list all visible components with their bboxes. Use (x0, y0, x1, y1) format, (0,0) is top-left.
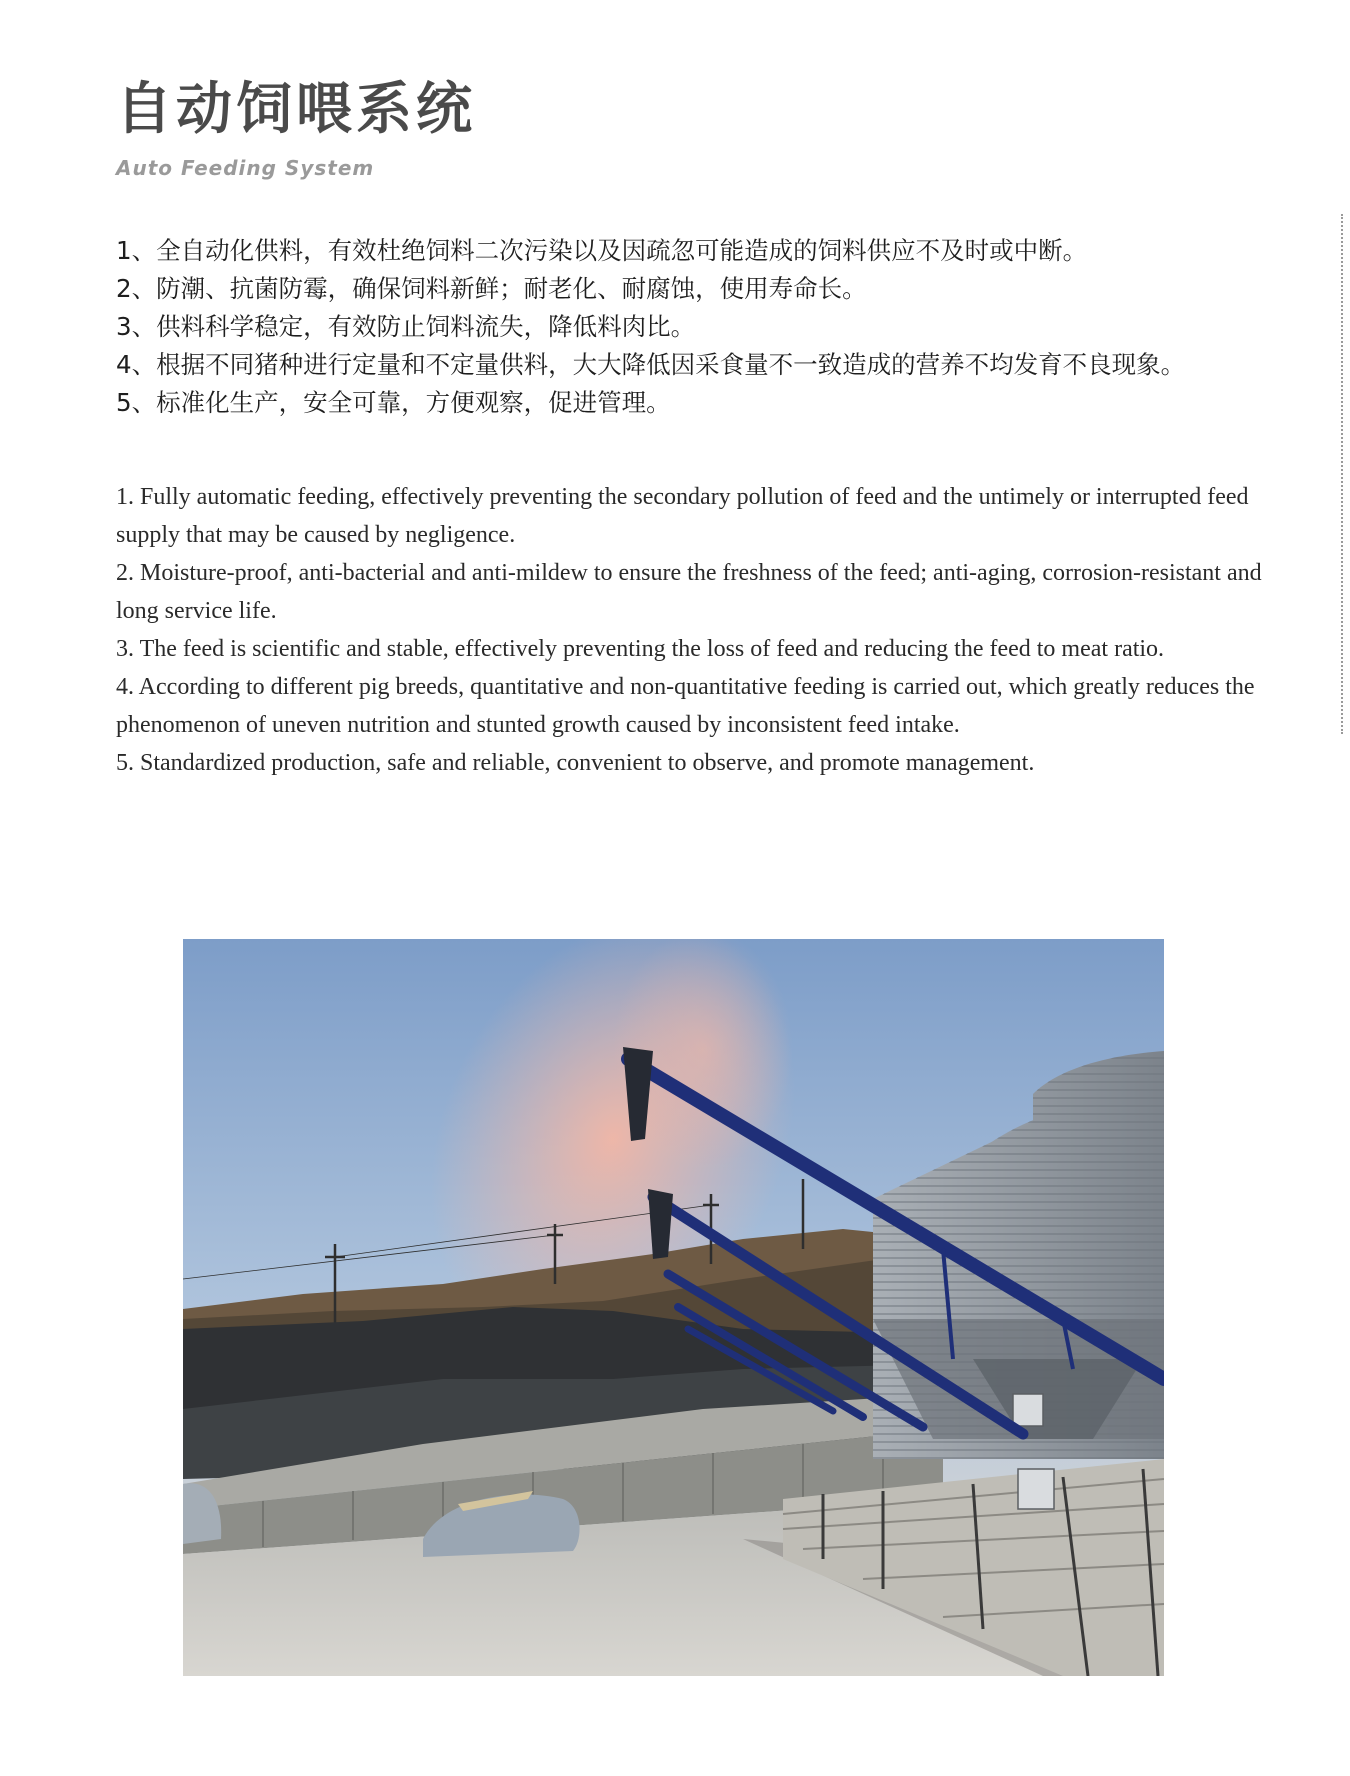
english-feature-item: 4. According to different pig breeds, quantitative and non-quantitative feeding is carried out, which greatly reduces the phenomenon of uneven nutrition and stunted growth caused by inconsistent feed intake. (116, 674, 1255, 738)
chinese-feature-item: 2、防潮、抗菌防霉，确保饲料新鲜；耐老化、耐腐蚀，使用寿命长。 (116, 274, 867, 303)
english-feature-item: 5. Standardized production, safe and reliable, convenient to observe, and promote management. (116, 750, 1035, 776)
control-box (1018, 1469, 1054, 1509)
english-feature-list (116, 478, 1266, 782)
page-subtitle: Auto Feeding System (116, 156, 375, 180)
feeding-system-photo (183, 939, 1164, 1676)
english-feature-item: 1. Fully automatic feeding, effectively preventing the secondary pollution of feed and the untimely or interrupted feed supply that may be caused by negligence. (116, 484, 1249, 548)
chinese-feature-item: 1、全自动化供料，有效杜绝饲料二次污染以及因疏忽可能造成的饲料供应不及时或中断。 (116, 236, 1088, 265)
page-title: 自动饲喂系统 (116, 77, 476, 142)
decorative-dotted-rule (1341, 214, 1343, 734)
chinese-feature-item: 3、供料科学稳定，有效防止饲料流失，降低料肉比。 (116, 312, 696, 341)
english-feature-item: 2. Moisture-proof, anti-bacterial and anti-mildew to ensure the freshness of the feed; anti-aging, corrosion-resistant and long service life. (116, 560, 1262, 624)
photo-illustration (183, 939, 1164, 1676)
english-feature-item: 3. The feed is scientific and stable, effectively preventing the loss of feed and reducing the feed to meat ratio. (116, 636, 1165, 662)
chinese-feature-item: 4、根据不同猪种进行定量和不定量供料，大大降低因采食量不一致造成的营养不均发育不良现象。 (116, 350, 1186, 379)
chinese-feature-item: 5、标准化生产，安全可靠，方便观察，促进管理。 (116, 388, 671, 417)
control-box (1013, 1394, 1043, 1426)
chinese-feature-list (116, 232, 1266, 422)
